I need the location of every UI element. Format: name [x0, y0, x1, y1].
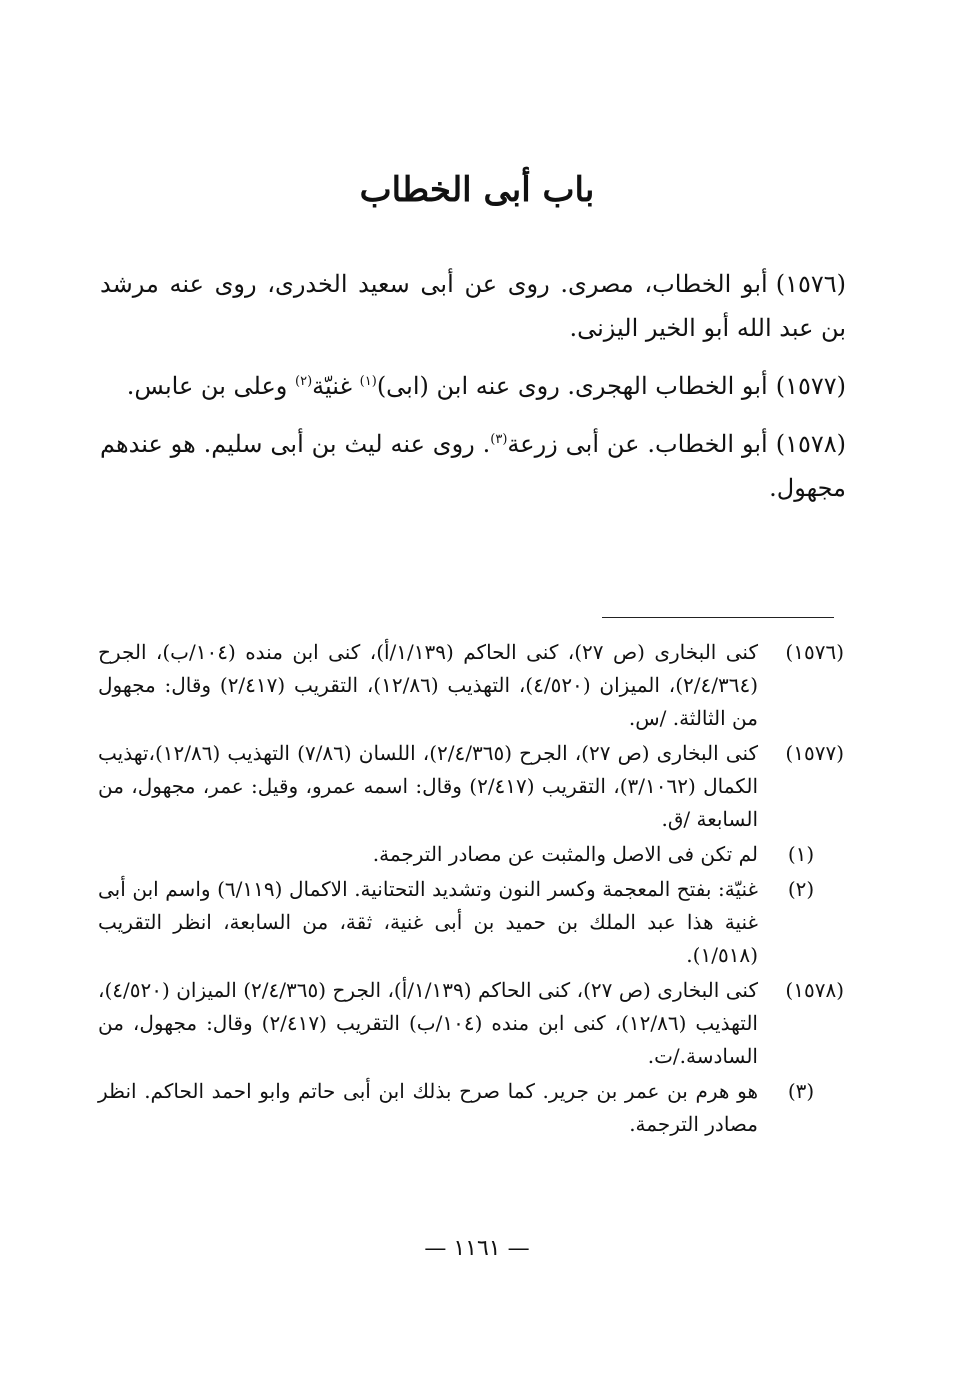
entry-text: أبو الخطاب. عن أبى زرعة — [507, 430, 768, 458]
footnotes — [98, 636, 844, 1143]
footnote-2 — [98, 873, 844, 972]
footnote-text: كنى البخارى (ص ٢٧)، الجرح (٢/٤/٣٦٥)، اللسان (٧/٨٦) التهذيب (١٢/٨٦)،تهذيب الكمال (٣/١٠٦٢)، التقريب (٢/٤١٧) وقال: اسمه عمرو، وقيل: عمر، مجهول، من السابعة /ق. — [98, 741, 759, 831]
footnote-3 — [98, 1075, 844, 1141]
entry-text: . روى عنه ليث بن أبى سليم. هو عندهم مجهول. — [100, 430, 846, 502]
entry-text: أبو الخطاب الهجرى. روى عنه ابن (ابى) — [376, 372, 768, 400]
footnote-1 — [98, 838, 844, 871]
entry-number: (١٥٧٨) — [775, 430, 847, 458]
chapter-title: باب أبى الخطاب — [359, 170, 595, 210]
footnote-text: كنى البخارى (ص ٢٧)، كنى الحاكم (١/١٣٩/أ)، كنى ابن منده (١٠٤/ب)، الجرح (٢/٤/٣٦٤)، الميزان (٤/٥٢٠)، التهذيب (١٢/٨٦)، التقريب (٢/٤١٧) وقال: مجهول من الثالثة. /س. — [98, 640, 758, 730]
footnote-label: (١٥٧٦) — [785, 640, 844, 664]
footnote-1577 — [98, 737, 844, 836]
entry-1576 — [100, 262, 846, 350]
footnote-separator — [602, 617, 834, 618]
footnote-ref: (١) — [359, 374, 377, 389]
footnote-1576 — [98, 636, 844, 735]
footnote-label: (٢) — [787, 877, 815, 901]
entry-number: (١٥٧٦) — [775, 270, 846, 298]
footnote-ref: (٣) — [490, 432, 508, 447]
footnote-1578 — [98, 974, 844, 1073]
footnote-text: كنى البخارى (ص ٢٧)، كنى الحاكم (١/١٣٩/أ)، الجرح (٢/٤/٣٦٥) الميزان (٤/٥٢٠)، التهذيب (١٢/٨٦)، كنى ابن منده (١٠٤/ب) التقريب (٢/٤١٧) وقال: مجهول، من السادسة./ت. — [98, 978, 758, 1068]
entry-text: أبو الخطاب، مصرى. روى عن أبى سعيد الخدرى، روى عنه مرشد بن عبد الله أبو الخير اليزنى. — [100, 270, 846, 342]
footnote-label: (٣) — [787, 1079, 815, 1103]
footnote-label: (١) — [787, 842, 815, 866]
entry-text: غنيّة — [312, 372, 360, 400]
page-number: — ١١٦١ — — [424, 1236, 530, 1261]
footnote-text: هو هرم بن عمر بن جرير. كما صرح بذلك ابن أبى حاتم وابو احمد الحاكم. انظر مصادر الترجمة. — [98, 1079, 758, 1136]
footnote-text: لم تكن فى الاصل والمثبت عن مصادر الترجمة. — [372, 842, 758, 866]
entry-1577 — [100, 364, 846, 408]
footnote-ref: (٢) — [295, 374, 313, 389]
footnote-label: (١٥٧٨) — [785, 978, 844, 1002]
footnote-text: غنيّة: بفتح المعجمة وكسر النون وتشديد التحتانية. الاكمال (٦/١١٩) واسم ابن أبى غنية هذا عبد الملك بن حميد بن أبى غنية، ثقة، من السابعة، انظر التقريب (١/٥١٨). — [98, 877, 758, 967]
entry-text: وعلى بن عابس. — [126, 372, 295, 400]
main-text — [100, 262, 846, 524]
entry-number: (١٥٧٧) — [775, 372, 846, 400]
entry-1578 — [100, 422, 846, 510]
footnote-label: (١٥٧٧) — [785, 741, 844, 765]
